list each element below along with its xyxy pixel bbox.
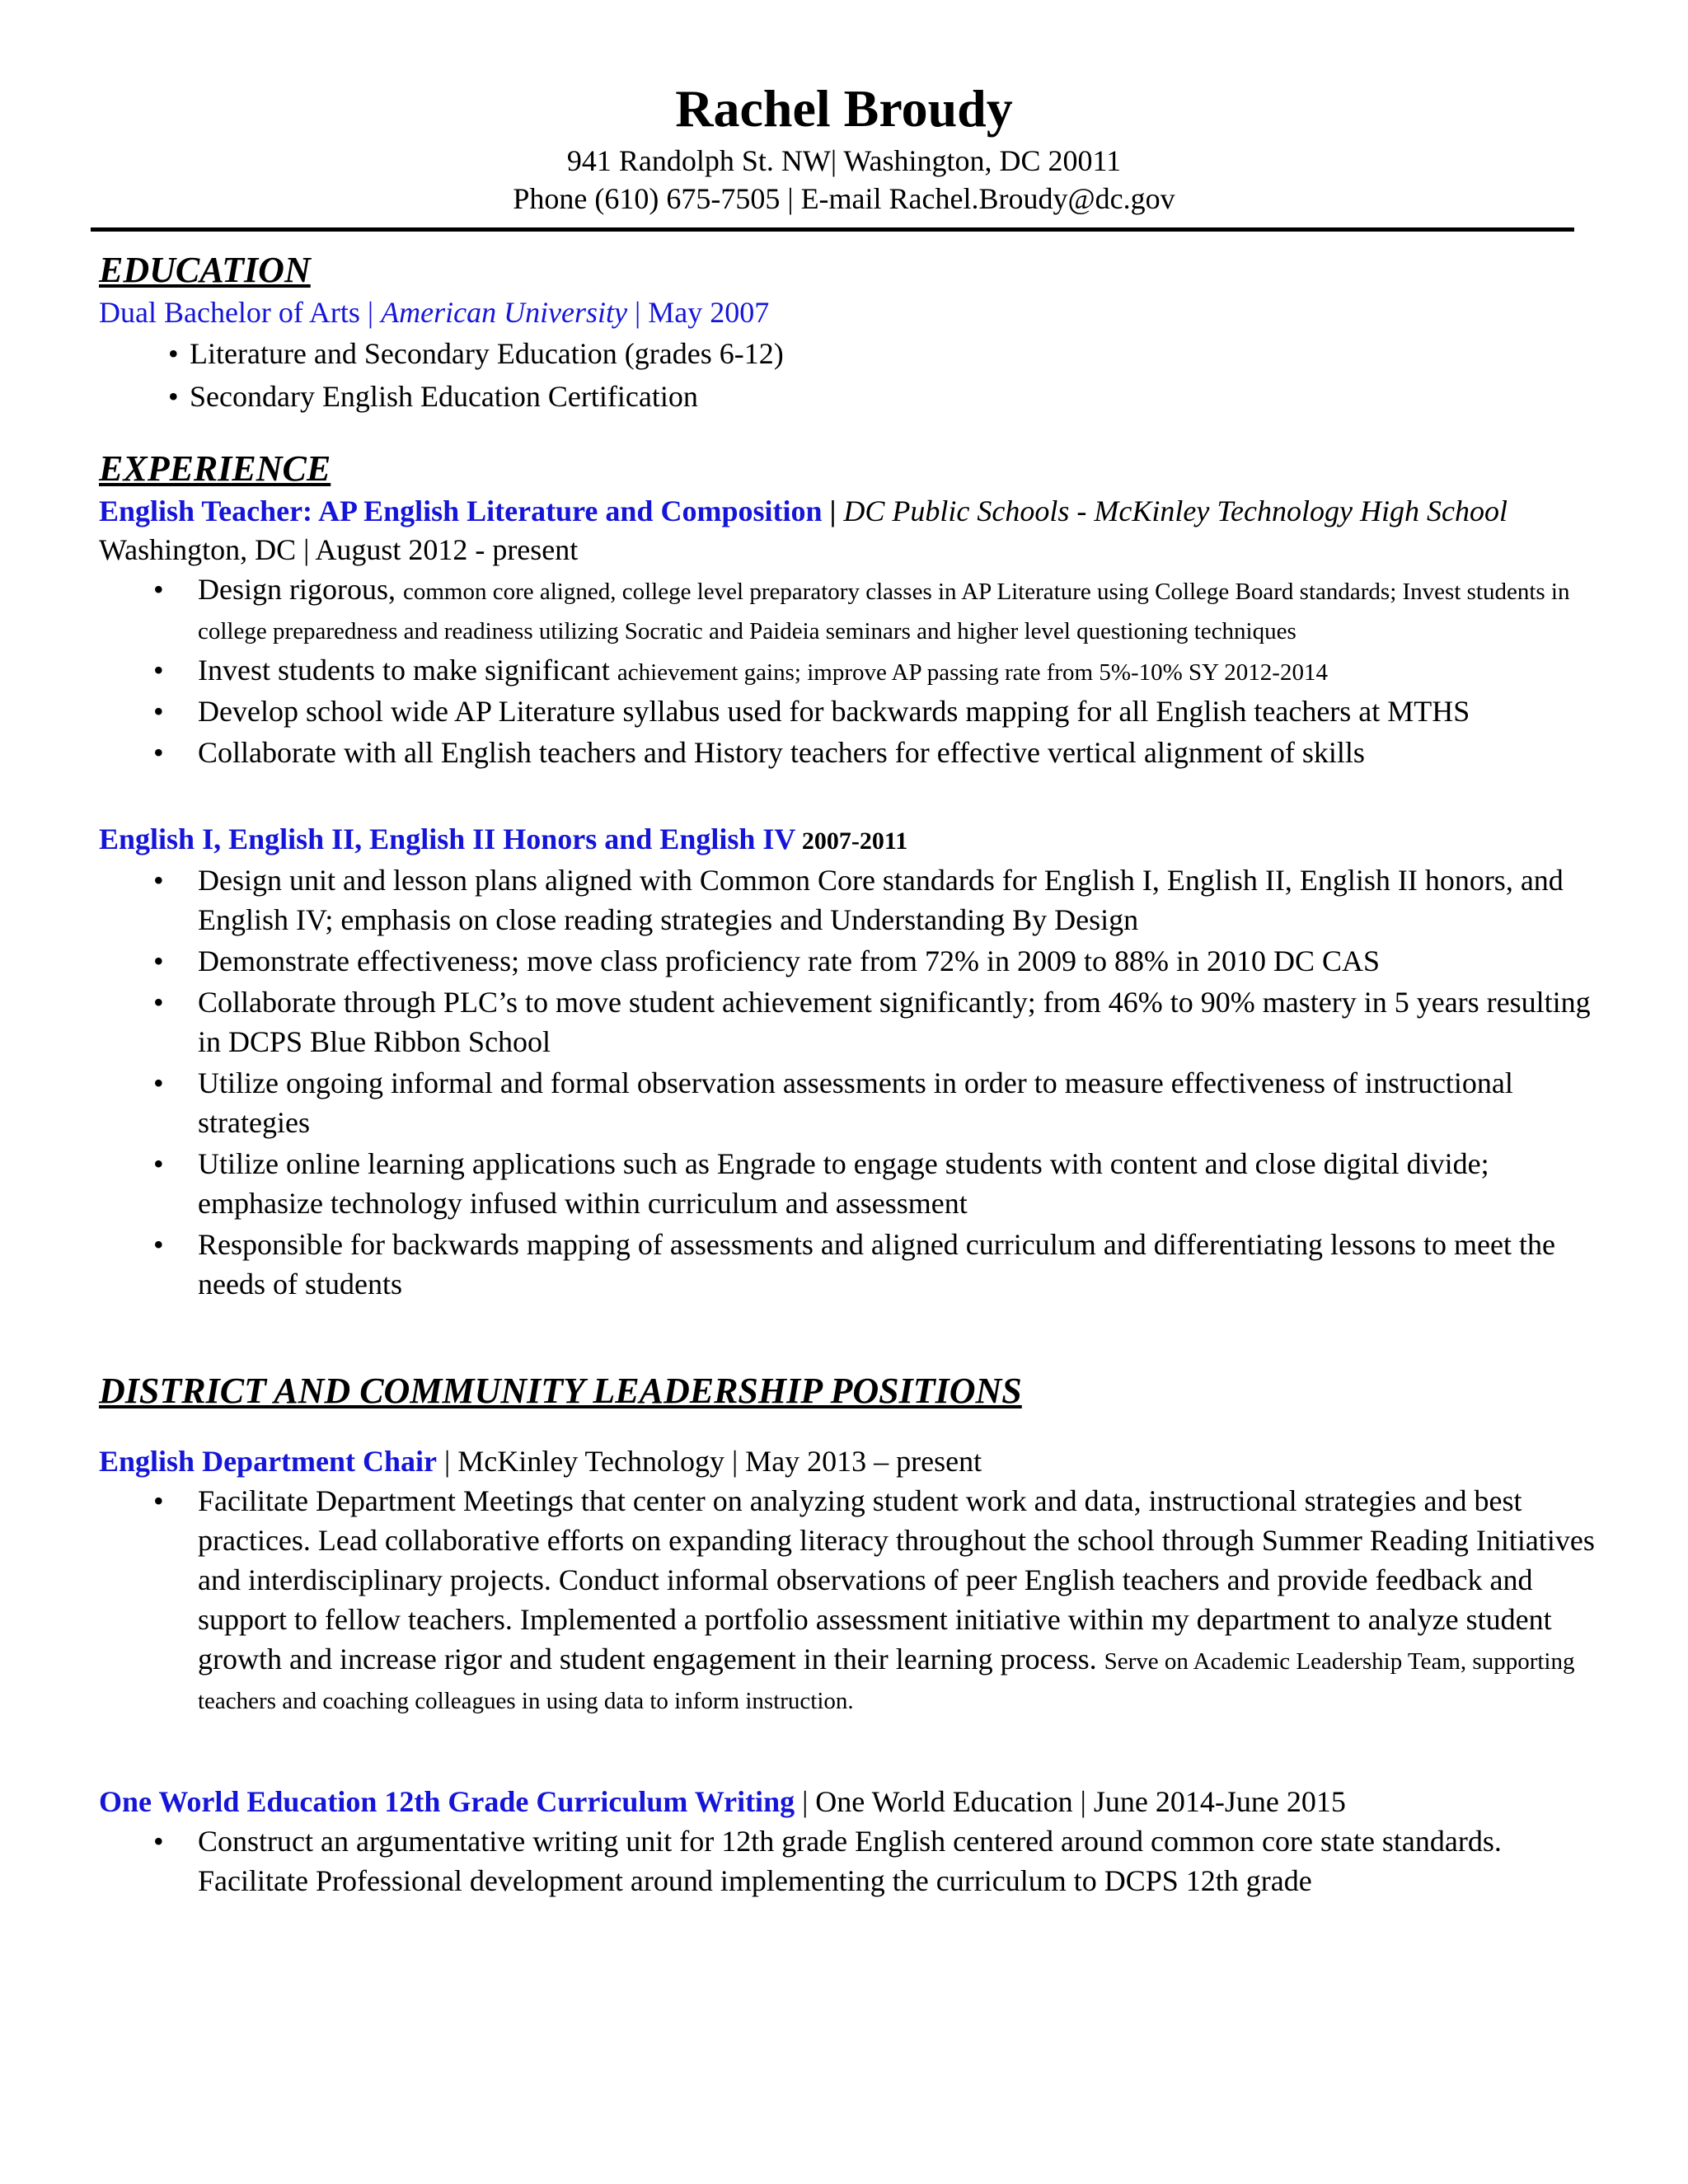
role1-title: English Department Chair: [99, 1445, 438, 1478]
bullet-icon: •: [168, 380, 179, 413]
job-title-line: [99, 492, 1607, 531]
list-item: [99, 733, 1607, 772]
role1-bullets: [99, 1481, 1607, 1718]
job1-bullets: [99, 569, 1607, 772]
role2-title-line: [99, 1783, 1607, 1821]
bullet-icon: •: [153, 1147, 164, 1180]
bullet-text: Responsible for backwards mapping of assessments and aligned curriculum and differentiating lessons to meet the needs of students: [198, 1228, 1555, 1301]
bullet-rest: Serve on Academic Leadership Team, supporting teachers and coaching colleagues in using data to inform instruction.: [198, 1648, 1575, 1714]
education-item: Secondary English Education Certification: [190, 380, 698, 413]
job2-title: English I, English II, English II Honors and English IV: [99, 823, 796, 855]
bullet-lead: Invest students to make significant: [198, 654, 617, 687]
bullet-text: Construct an argumentative writing unit for 12th grade English centered around common core state standards. Facilitate Professional development around implementing the curriculum to DCPS 12th grade: [198, 1825, 1502, 1897]
list-item: [99, 982, 1607, 1062]
bullet-icon: •: [153, 944, 164, 977]
bullet-text: Utilize ongoing informal and formal observation assessments in order to measure effectiveness of instructional strategies: [198, 1066, 1513, 1139]
experience-heading: EXPERIENCE: [99, 448, 331, 489]
job-location: Washington, DC | August 2012 - present: [99, 533, 579, 566]
role2-bullets: [99, 1821, 1607, 1900]
job2-bullets: [99, 860, 1607, 1304]
bullet-icon: •: [153, 1484, 164, 1517]
list-item: [99, 650, 1607, 690]
title-separator: |: [822, 494, 844, 527]
bullet-icon: •: [153, 986, 164, 1019]
contact-line: Phone (610) 675-7505 | E-mail Rachel.Broudy@dc.gov: [513, 182, 1175, 215]
education-item: Literature and Secondary Education (grades 6-12): [190, 337, 784, 370]
role2-title: One World Education 12th Grade Curriculum Writing: [99, 1785, 795, 1818]
bullet-icon: •: [153, 1825, 164, 1858]
header-divider: [91, 227, 1574, 232]
bullet-icon: •: [168, 337, 179, 370]
address-line: 941 Randolph St. NW| Washington, DC 20011: [566, 144, 1122, 177]
bullet-icon: •: [153, 1066, 164, 1099]
job2-title-line: [99, 820, 1607, 860]
applicant-name: Rachel Broudy: [675, 79, 1013, 138]
degree-name: Dual Bachelor of Arts |: [99, 296, 382, 329]
education-list: [99, 332, 1607, 418]
list-item: [99, 569, 1607, 649]
bullet-icon: •: [153, 1228, 164, 1261]
job-title: English Teacher: AP English Literature and Composition: [99, 494, 823, 527]
list-item: [99, 860, 1607, 940]
role1-title-line: [99, 1442, 1607, 1481]
list-item: [99, 941, 1607, 981]
resume-body: [99, 247, 1607, 1902]
list-item: [99, 1225, 1607, 1304]
bullet-text: Collaborate through PLC’s to move student achievement significantly; from 46% to 90% mastery in 5 years resulting in DCPS Blue Ribbon School: [198, 986, 1591, 1058]
bullet-text: Utilize online learning applications such as Engrade to engage students with content and close digital divide; emphasize technology infused within curriculum and assessment: [198, 1147, 1489, 1220]
job2-years: 2007-2011: [795, 827, 908, 855]
bullet-rest: achievement gains; improve AP passing rate from 5%-10% SY 2012-2014: [617, 659, 1328, 686]
employer-name: DC Public Schools - McKinley Technology High School: [843, 494, 1507, 527]
list-item: [99, 332, 1607, 375]
bullet-icon: •: [153, 695, 164, 728]
bullet-text: Design unit and lesson plans aligned with Common Core standards for English I, English II, English II honors, and English IV; emphasis on close reading strategies and Understanding By Design: [198, 864, 1564, 936]
list-item: [99, 1063, 1607, 1142]
list-item: [99, 1144, 1607, 1223]
bullet-lead: Develop school wide AP Literature syllabus used for backwards mapping for all English teachers at MTHS: [198, 695, 1470, 728]
bullet-icon: •: [153, 573, 164, 606]
degree-line: [99, 293, 1607, 332]
list-item: [99, 1821, 1607, 1900]
list-item: [99, 375, 1607, 418]
education-heading: EDUCATION: [99, 250, 311, 290]
leadership-heading: DISTRICT AND COMMUNITY LEADERSHIP POSITIONS: [99, 1371, 1022, 1411]
bullet-lead: Design rigorous,: [198, 573, 403, 606]
bullet-lead: Facilitate Department Meetings that center on analyzing student work and data, instructional strategies and best practices. Lead collaborative efforts on expanding literacy throughout the school through Summer Reading Initiatives and interdisciplinary projects. Conduct informal observations of peer English teachers and provide feedback and support to fellow teachers. Implemented a portfolio assessment initiative within my department to analyze student growth and increase rigor and student engagement in their learning process.: [198, 1484, 1595, 1675]
list-item: [99, 1481, 1607, 1718]
bullet-icon: •: [153, 736, 164, 769]
bullet-lead: Collaborate with all English teachers and History teachers for effective vertical alignment of skills: [198, 736, 1365, 769]
resume-header: [0, 76, 1688, 218]
bullet-icon: •: [153, 654, 164, 687]
school-name: American University: [381, 296, 628, 329]
bullet-icon: •: [153, 864, 164, 897]
list-item: [99, 691, 1607, 731]
bullet-rest: common core aligned, college level preparatory classes in AP Literature using College Board standards; Invest students in college preparedness and readiness utilizing Socratic and Paideia seminars and higher level questioning techniques: [198, 579, 1570, 644]
role1-detail: | McKinley Technology | May 2013 – present: [437, 1445, 982, 1478]
bullet-text: Demonstrate effectiveness; move class proficiency rate from 72% in 2009 to 88% in 2010 DC CAS: [198, 944, 1381, 977]
degree-date: | May 2007: [627, 296, 770, 329]
role2-detail: | One World Education | June 2014-June 2015: [795, 1785, 1346, 1818]
